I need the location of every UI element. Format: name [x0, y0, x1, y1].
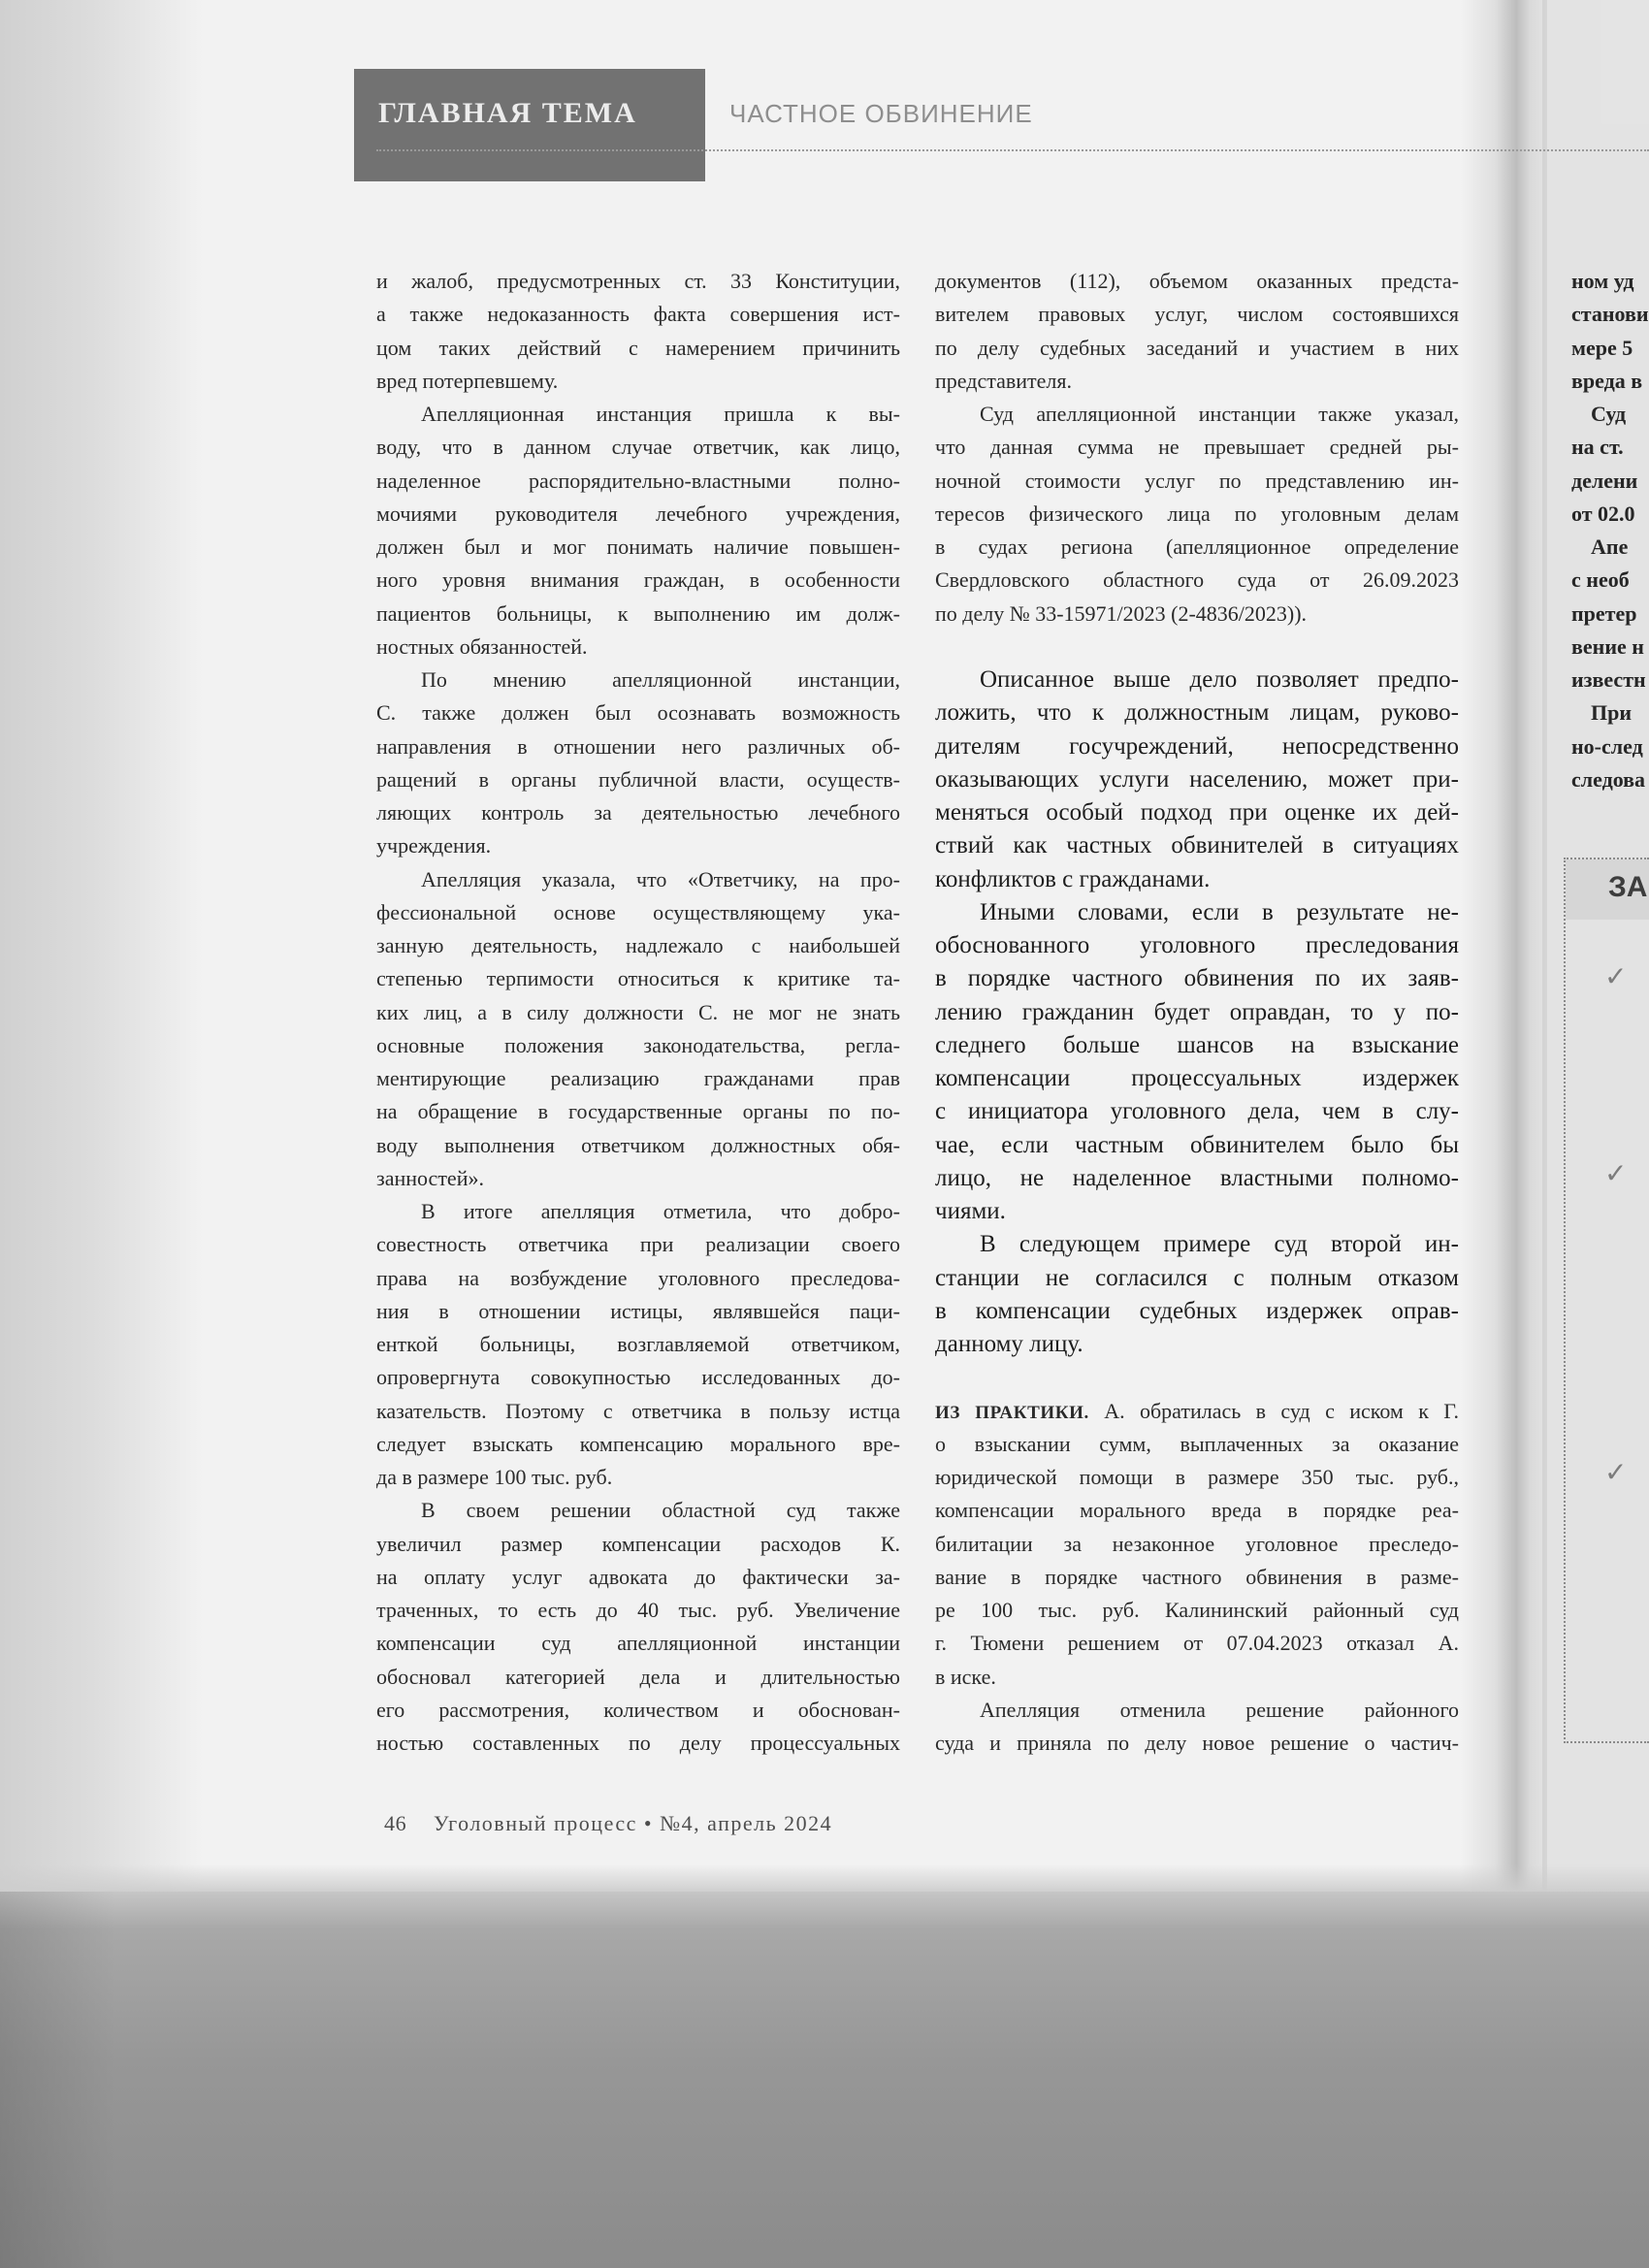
text-line: на обращение в государственные органы по по-	[376, 1099, 900, 1124]
facing-page-line: с необ	[1571, 567, 1630, 593]
text-line: чае, если частным обвинителем было бы	[935, 1131, 1459, 1158]
paragraph	[376, 1195, 900, 1494]
text-line: компенсации суд апелляционной инстанции	[376, 1631, 900, 1656]
text-line: направления в отношении него различных об-	[376, 733, 900, 759]
text-line: Описанное выше дело позволяет предпо-	[980, 666, 1459, 693]
scanner-background	[0, 1892, 1649, 2268]
paragraph	[376, 265, 900, 398]
facing-page-line: ном уд	[1571, 269, 1634, 293]
text-line: меняться особый подход при оценке их дей-	[935, 799, 1459, 826]
text-line: чиями.	[935, 1198, 1006, 1224]
text-line: ляющих контроль за деятельностью лечебного	[376, 800, 900, 825]
text-line: обосновал категорией дела и длительностью	[376, 1664, 900, 1689]
check-icon: ✓	[1604, 1456, 1628, 1488]
text-line: дителям госучреждений, непосредственно	[935, 732, 1459, 760]
text-line: занностей».	[376, 1165, 484, 1190]
text-line: в иске.	[935, 1664, 996, 1689]
sidebar-box	[1564, 858, 1649, 1743]
section-label: ГЛАВНАЯ ТЕМА	[378, 97, 637, 129]
text-line: ночной стоимости услуг по представлению ин-	[935, 468, 1459, 493]
text-line: В своем решении областной суд также	[421, 1498, 900, 1523]
text-line: занную деятельность, надлежало с наибольшей	[376, 933, 900, 957]
scanner-background-shadow	[0, 1892, 116, 2268]
paragraph	[935, 1694, 1459, 1761]
paragraph	[376, 664, 900, 863]
text-line: компенсации процессуальных издержек	[935, 1065, 1459, 1091]
text-line: казательств. Поэтому с ответчика в пользу истца	[376, 1398, 900, 1423]
text-line: следует взыскать компенсацию морального вре-	[376, 1431, 900, 1456]
paragraph-gap	[935, 1361, 1459, 1394]
text-line: на оплату услуг адвоката до фактически за-	[376, 1564, 900, 1589]
text-line: ложить, что к должностным лицам, руково-	[935, 699, 1459, 727]
text-line: по делу судебных заседаний и участием в них	[935, 335, 1459, 360]
text-line: следнего больше шансов на взыскание	[935, 1031, 1459, 1058]
text-line: лицо, не наделенное властными полномо-	[935, 1164, 1459, 1191]
facing-page-line: При	[1591, 700, 1633, 726]
facing-page-line: Апе	[1591, 535, 1629, 559]
paper-edge-shadow	[0, 1864, 1649, 1894]
page-gutter-shadow	[1460, 0, 1547, 1901]
text-line: ностью составленных по делу процессуальных	[376, 1731, 900, 1755]
text-line: степенью терпимости относиться к критике та-	[376, 966, 900, 991]
practice-example	[935, 1395, 1459, 1694]
text-line: вителем правовых услуг, числом состоявшихся	[935, 302, 1459, 327]
conclusion-paragraph	[935, 896, 1459, 1229]
text-line: В итоге апелляция отметила, что добро-	[421, 1199, 900, 1223]
text-line: ния в отношении истицы, являвшейся паци-	[376, 1298, 900, 1323]
text-line: билитации за незаконное уголовное преследо-	[935, 1531, 1459, 1556]
conclusion-paragraph	[935, 1228, 1459, 1361]
text-line: станции не согласился с полным отказом	[935, 1264, 1459, 1291]
check-icon: ✓	[1604, 1157, 1628, 1189]
text-line: что данная сумма не превышает средней ры-	[935, 435, 1459, 460]
text-line: ких лиц, а в силу должности С. не мог не знать	[376, 999, 900, 1024]
text-line: ращений в органы публичной власти, осуществ-	[376, 766, 900, 792]
check-icon: ✓	[1604, 960, 1628, 992]
text-line: воду выполнения ответчиком должностных обя-	[376, 1132, 900, 1157]
text-line: фессиональной основе осуществляющему ука-	[376, 899, 900, 924]
text-line: увеличил размер компенсации расходов К.	[376, 1531, 900, 1556]
facing-page-line: известн	[1571, 667, 1646, 692]
text-line: вание в порядке частного обвинения в разме-	[935, 1564, 1459, 1589]
text-line: юридической помощи в размере 350 тыс. руб.,	[935, 1465, 1459, 1489]
practice-label: ИЗ ПРАКТИКИ.	[935, 1402, 1089, 1423]
paragraph	[935, 398, 1459, 631]
facing-page-line: следова	[1571, 766, 1646, 792]
text-line: его рассмотрения, количеством и обоснован-	[376, 1697, 900, 1722]
text-line: воду, что в данном случае ответчик, как лицо,	[376, 435, 900, 460]
paragraph-gap	[935, 631, 1459, 664]
text-line: мочиями руководителя лечебного учреждения,	[376, 501, 900, 526]
text-line: данному лицу.	[935, 1331, 1083, 1357]
text-line: совестность ответчика при реализации своего	[376, 1232, 900, 1257]
header-divider	[376, 149, 1649, 151]
text-line: По мнению апелляционной инстанции,	[421, 667, 900, 692]
text-line: ного уровня внимания граждан, в особенности	[376, 567, 900, 593]
text-line: представителя.	[935, 368, 1072, 393]
text-line: оказывающих услуги населению, может при-	[935, 765, 1459, 793]
text-line: Суд апелляционной инстанции также указал,	[980, 402, 1459, 426]
text-line: ментирующие реализацию гражданами прав	[376, 1066, 900, 1090]
paragraph	[376, 863, 900, 1196]
facing-page-line: претер	[1571, 600, 1637, 626]
text-line: ностных обязанностей.	[376, 633, 588, 659]
topic-label: ЧАСТНОЕ ОБВИНЕНИЕ	[729, 99, 1033, 128]
facing-page-line: но-след	[1571, 733, 1643, 759]
text-line: в компенсации судебных издержек оправ-	[935, 1297, 1459, 1324]
facing-page-line: станови	[1571, 302, 1649, 327]
text-line	[935, 1395, 1459, 1428]
footer-journal-title: Уголовный процесс • №4, апрель 2024	[434, 1811, 833, 1835]
right-column	[935, 265, 1459, 1760]
text-line: опровергнута совокупностью исследованных до-	[376, 1365, 900, 1390]
paragraph	[935, 265, 1459, 398]
text-line: права на возбуждение уголовного преследова-	[376, 1265, 900, 1290]
facing-page-line: делени	[1571, 468, 1638, 493]
facing-page-line: Суд	[1591, 402, 1627, 426]
text-line: пациентов больницы, к выполнению им долж-	[376, 600, 900, 626]
facing-page-line: мере 5	[1571, 335, 1633, 360]
facing-page-line: на ст.	[1571, 435, 1624, 460]
text-line: вред потерпевшему.	[376, 368, 559, 393]
text-line: обоснованного уголовного преследования	[935, 932, 1459, 958]
footer-page-number: 46	[384, 1811, 407, 1835]
text-line: в порядке частного обвинения по их заяв-	[935, 965, 1459, 992]
text-line: по делу № 33-15971/2023 (2-4836/2023)).	[935, 600, 1308, 626]
text-line: цом таких действий с намерением причинить	[376, 335, 900, 360]
text-line: Апелляционная инстанция пришла к вы-	[421, 402, 900, 426]
conclusion-paragraph	[935, 664, 1459, 896]
text-line: Апелляция отменила решение районного	[980, 1697, 1459, 1722]
text-line: а также недоказанность факта совершения ист-	[376, 302, 900, 327]
text-line: компенсации морального вреда в порядке реа-	[935, 1498, 1459, 1523]
facing-page-line: от 02.0	[1571, 501, 1635, 526]
text-line: тересов физического лица по уголовным делам	[935, 501, 1459, 526]
text-line: конфликтов с гражданами.	[935, 865, 1211, 892]
text-line: учреждения.	[376, 833, 492, 859]
text-line: с инициатора уголовного дела, чем в слу-	[935, 1098, 1459, 1125]
text-line: наделенное распорядительно-властными полно-	[376, 468, 900, 493]
scan-shadow-left	[0, 0, 204, 1901]
text-line: енткой больницы, возглавляемой ответчиком,	[376, 1332, 900, 1356]
text-line: и жалоб, предусмотренных ст. 33 Конституции,	[376, 269, 900, 293]
text-line: г. Тюмени решением от 07.04.2023 отказал А.	[935, 1631, 1459, 1656]
facing-page-line: вение н	[1571, 633, 1644, 659]
facing-page-line: вреда в	[1571, 368, 1643, 393]
text-line: ре 100 тыс. руб. Калининский районный суд	[935, 1598, 1459, 1622]
text-line: лению гражданин будет оправдан, то у по-	[935, 998, 1459, 1025]
text-line: должен был и мог понимать наличие повышен-	[376, 535, 900, 559]
text-line: документов (112), объемом оказанных предста-	[935, 269, 1459, 293]
paragraph	[376, 1494, 900, 1760]
text-line: о взыскании сумм, выплаченных за оказание	[935, 1431, 1459, 1456]
text-line: суда и приняла по делу новое решение о частич-	[935, 1731, 1459, 1755]
left-column	[376, 265, 900, 1760]
text-line: Иными словами, если в результате не-	[980, 898, 1459, 925]
text-line: Свердловского областного суда от 26.09.2023	[935, 567, 1459, 593]
text-span: А. обратилась в суд с иском к Г.	[1104, 1398, 1459, 1423]
text-line: да в размере 100 тыс. руб.	[376, 1465, 613, 1489]
text-line: С. также должен был осознавать возможность	[376, 700, 900, 726]
paragraph	[376, 398, 900, 664]
text-line: ствий как частных обвинителей в ситуациях	[935, 832, 1459, 859]
facing-page-text	[1571, 265, 1649, 808]
text-line: В следующем примере суд второй ин-	[980, 1231, 1459, 1258]
text-line: в судах региона (апелляционное определение	[935, 535, 1459, 559]
text-line: основные положения законодательства, регла-	[376, 1032, 900, 1057]
text-line: траченных, то есть до 40 тыс. руб. Увеличение	[376, 1598, 900, 1622]
text-line: Апелляция указала, что «Ответчику, на про-	[421, 866, 900, 891]
sidebar-box-title: ЗА	[1608, 871, 1648, 903]
